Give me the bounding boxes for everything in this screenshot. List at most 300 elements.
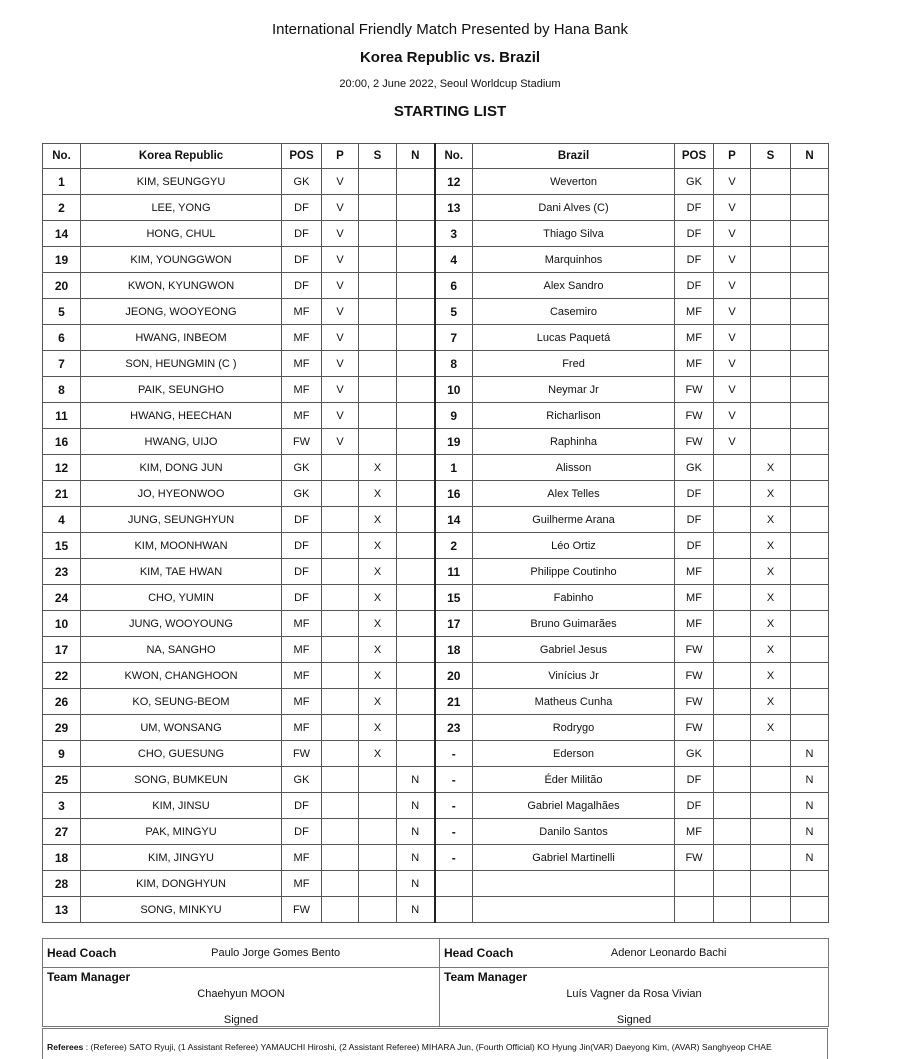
brazil-no-cell xyxy=(435,871,473,897)
brazil-no-cell: 6 xyxy=(435,273,473,299)
brazil-no-cell: - xyxy=(435,819,473,845)
brazil-n-cell xyxy=(791,585,829,611)
korea-s-cell xyxy=(359,273,397,299)
table-row xyxy=(43,741,829,767)
brazil-p-cell xyxy=(714,767,751,793)
korea-n-cell xyxy=(397,507,435,533)
brazil-p-cell xyxy=(714,663,751,689)
brazil-no-cell: 2 xyxy=(435,533,473,559)
korea-n-cell: N xyxy=(397,871,435,897)
korea-player-name: LEE, YONG xyxy=(81,195,282,221)
brazil-pos-cell: GK xyxy=(675,741,714,767)
korea-s-cell: X xyxy=(359,585,397,611)
brazil-no-cell: 15 xyxy=(435,585,473,611)
korea-n-cell xyxy=(397,455,435,481)
korea-pos-cell: MF xyxy=(282,377,322,403)
brazil-p-cell xyxy=(714,637,751,663)
korea-p-cell: V xyxy=(322,221,359,247)
korea-s-cell xyxy=(359,845,397,871)
brazil-s-cell xyxy=(751,741,791,767)
brazil-p-cell xyxy=(714,871,751,897)
brazil-n-cell xyxy=(791,169,829,195)
brazil-no-cell xyxy=(435,897,473,923)
korea-player-name: KIM, JINSU xyxy=(81,793,282,819)
korea-n-cell: N xyxy=(397,897,435,923)
brazil-n-cell xyxy=(791,689,829,715)
korea-player-name: PAK, MINGYU xyxy=(81,819,282,845)
table-row xyxy=(43,819,829,845)
korea-pos-cell: MF xyxy=(282,871,322,897)
brazil-player-name: Danilo Santos xyxy=(473,819,675,845)
korea-player-name: KIM, DONGHYUN xyxy=(81,871,282,897)
brazil-pos-cell: DF xyxy=(675,481,714,507)
brazil-player-name: Philippe Coutinho xyxy=(473,559,675,585)
table-row xyxy=(43,455,829,481)
brazil-p-cell: V xyxy=(714,351,751,377)
korea-n-cell xyxy=(397,273,435,299)
brazil-no-cell: 1 xyxy=(435,455,473,481)
brazil-pos-cell: MF xyxy=(675,611,714,637)
brazil-p-cell xyxy=(714,585,751,611)
brazil-n-header: N xyxy=(791,144,829,169)
brazil-player-name xyxy=(473,897,675,923)
brazil-no-cell: 3 xyxy=(435,221,473,247)
korea-s-cell: X xyxy=(359,507,397,533)
table-row xyxy=(43,767,829,793)
brazil-player-name: Fred xyxy=(473,351,675,377)
table-row xyxy=(43,559,829,585)
brazil-pos-cell: GK xyxy=(675,169,714,195)
brazil-pos-header: POS xyxy=(675,144,714,169)
korea-n-cell: N xyxy=(397,793,435,819)
table-row xyxy=(43,507,829,533)
brazil-no-cell: 9 xyxy=(435,403,473,429)
korea-p-cell: V xyxy=(322,377,359,403)
brazil-p-cell: V xyxy=(714,377,751,403)
korea-n-cell xyxy=(397,247,435,273)
korea-p-cell xyxy=(322,637,359,663)
brazil-player-name: Fabinho xyxy=(473,585,675,611)
korea-s-cell xyxy=(359,221,397,247)
korea-signed: Signed xyxy=(223,1014,259,1026)
brazil-no-cell: - xyxy=(435,767,473,793)
korea-s-cell xyxy=(359,169,397,195)
korea-no-cell: 27 xyxy=(43,819,81,845)
korea-n-cell xyxy=(397,533,435,559)
korea-pos-cell: GK xyxy=(282,455,322,481)
brazil-player-name: Gabriel Jesus xyxy=(473,637,675,663)
brazil-s-cell: X xyxy=(751,455,791,481)
brazil-p-cell: V xyxy=(714,221,751,247)
brazil-pos-cell: DF xyxy=(675,247,714,273)
head-coach-label: Head Coach xyxy=(444,946,514,960)
korea-pos-cell: DF xyxy=(282,585,322,611)
brazil-p-cell xyxy=(714,793,751,819)
table-row xyxy=(43,403,829,429)
brazil-s-cell xyxy=(751,195,791,221)
brazil-n-cell xyxy=(791,403,829,429)
brazil-n-cell xyxy=(791,663,829,689)
brazil-team-manager-cell xyxy=(440,968,829,1027)
brazil-n-cell xyxy=(791,455,829,481)
brazil-s-cell: X xyxy=(751,481,791,507)
brazil-n-cell: N xyxy=(791,793,829,819)
korea-player-name: SONG, MINKYU xyxy=(81,897,282,923)
brazil-player-name: Lucas Paquetá xyxy=(473,325,675,351)
korea-player-name: HWANG, HEECHAN xyxy=(81,403,282,429)
brazil-s-cell: X xyxy=(751,689,791,715)
korea-no-cell: 28 xyxy=(43,871,81,897)
korea-team-manager: Chaehyun MOON xyxy=(197,988,285,1000)
brazil-head-coach-cell xyxy=(440,939,829,968)
korea-n-cell xyxy=(397,741,435,767)
korea-p-cell xyxy=(322,507,359,533)
table-row xyxy=(43,637,829,663)
brazil-s-cell xyxy=(751,819,791,845)
korea-no-cell: 26 xyxy=(43,689,81,715)
brazil-pos-cell: FW xyxy=(675,689,714,715)
korea-no-cell: 10 xyxy=(43,611,81,637)
korea-no-cell: 1 xyxy=(43,169,81,195)
korea-player-name: KO, SEUNG-BEOM xyxy=(81,689,282,715)
korea-p-cell xyxy=(322,819,359,845)
brazil-p-cell: V xyxy=(714,429,751,455)
korea-n-cell xyxy=(397,689,435,715)
korea-no-cell: 5 xyxy=(43,299,81,325)
korea-p-cell xyxy=(322,585,359,611)
roster-body xyxy=(43,169,829,923)
brazil-player-name: Bruno Guimarães xyxy=(473,611,675,637)
brazil-no-header: No. xyxy=(435,144,473,169)
team-manager-row xyxy=(43,968,829,1027)
brazil-no-cell: - xyxy=(435,845,473,871)
head-coach-row xyxy=(43,939,829,968)
brazil-player-name xyxy=(473,871,675,897)
korea-no-cell: 23 xyxy=(43,559,81,585)
korea-p-cell xyxy=(322,689,359,715)
brazil-s-cell: X xyxy=(751,637,791,663)
brazil-p-cell xyxy=(714,689,751,715)
brazil-pos-cell: MF xyxy=(675,299,714,325)
table-row xyxy=(43,611,829,637)
korea-p-cell: V xyxy=(322,325,359,351)
starting-list-table xyxy=(42,143,829,923)
table-row xyxy=(43,221,829,247)
korea-player-name: JUNG, SEUNGHYUN xyxy=(81,507,282,533)
korea-n-cell xyxy=(397,325,435,351)
brazil-player-name: Gabriel Magalhães xyxy=(473,793,675,819)
korea-player-name: KIM, TAE HWAN xyxy=(81,559,282,585)
korea-p-cell: V xyxy=(322,247,359,273)
korea-p-cell xyxy=(322,845,359,871)
korea-player-name: KIM, YOUNGGWON xyxy=(81,247,282,273)
brazil-no-cell: 4 xyxy=(435,247,473,273)
table-row xyxy=(43,377,829,403)
brazil-p-cell xyxy=(714,533,751,559)
korea-no-cell: 3 xyxy=(43,793,81,819)
brazil-p-cell xyxy=(714,611,751,637)
brazil-n-cell: N xyxy=(791,819,829,845)
korea-s-cell xyxy=(359,793,397,819)
korea-n-cell xyxy=(397,715,435,741)
korea-n-cell xyxy=(397,481,435,507)
brazil-p-cell xyxy=(714,507,751,533)
brazil-pos-cell: MF xyxy=(675,585,714,611)
korea-p-cell: V xyxy=(322,403,359,429)
brazil-no-cell: 23 xyxy=(435,715,473,741)
brazil-pos-cell: FW xyxy=(675,637,714,663)
korea-pos-cell: DF xyxy=(282,247,322,273)
korea-player-name: CHO, GUESUNG xyxy=(81,741,282,767)
korea-pos-cell: FW xyxy=(282,897,322,923)
brazil-no-cell: 7 xyxy=(435,325,473,351)
brazil-n-cell xyxy=(791,325,829,351)
korea-s-cell xyxy=(359,325,397,351)
korea-no-cell: 4 xyxy=(43,507,81,533)
brazil-pos-cell: GK xyxy=(675,455,714,481)
brazil-n-cell xyxy=(791,533,829,559)
korea-no-cell: 6 xyxy=(43,325,81,351)
table-row xyxy=(43,247,829,273)
korea-n-cell xyxy=(397,559,435,585)
brazil-p-cell xyxy=(714,819,751,845)
korea-n-cell xyxy=(397,611,435,637)
brazil-head-coach: Adenor Leonardo Bachi xyxy=(610,947,727,959)
brazil-pos-cell: DF xyxy=(675,507,714,533)
brazil-s-cell xyxy=(751,273,791,299)
korea-no-cell: 7 xyxy=(43,351,81,377)
brazil-pos-cell: FW xyxy=(675,663,714,689)
brazil-n-cell xyxy=(791,377,829,403)
brazil-no-cell: 17 xyxy=(435,611,473,637)
korea-p-cell: V xyxy=(322,299,359,325)
brazil-player-name: Thiago Silva xyxy=(473,221,675,247)
korea-pos-cell: DF xyxy=(282,273,322,299)
korea-p-cell xyxy=(322,871,359,897)
table-row xyxy=(43,299,829,325)
table-row xyxy=(43,871,829,897)
korea-no-cell: 22 xyxy=(43,663,81,689)
korea-n-cell: N xyxy=(397,845,435,871)
brazil-pos-cell: MF xyxy=(675,325,714,351)
brazil-pos-cell: DF xyxy=(675,767,714,793)
korea-n-cell xyxy=(397,169,435,195)
korea-n-cell xyxy=(397,663,435,689)
korea-s-cell: X xyxy=(359,559,397,585)
brazil-n-cell xyxy=(791,715,829,741)
brazil-s-cell: X xyxy=(751,663,791,689)
staff-table xyxy=(42,938,829,1027)
brazil-no-cell: 10 xyxy=(435,377,473,403)
korea-pos-cell: MF xyxy=(282,663,322,689)
brazil-s-cell: X xyxy=(751,611,791,637)
brazil-pos-cell: DF xyxy=(675,533,714,559)
korea-no-cell: 29 xyxy=(43,715,81,741)
brazil-s-cell xyxy=(751,871,791,897)
table-row xyxy=(43,273,829,299)
brazil-pos-cell: FW xyxy=(675,715,714,741)
korea-player-name: SONG, BUMKEUN xyxy=(81,767,282,793)
brazil-player-name: Rodrygo xyxy=(473,715,675,741)
korea-n-cell xyxy=(397,637,435,663)
korea-s-cell xyxy=(359,351,397,377)
korea-player-name: UM, WONSANG xyxy=(81,715,282,741)
korea-pos-header: POS xyxy=(282,144,322,169)
brazil-signed: Signed xyxy=(616,1014,652,1026)
korea-player-name: KIM, MOONHWAN xyxy=(81,533,282,559)
brazil-pos-cell xyxy=(675,871,714,897)
korea-player-name: JUNG, WOOYOUNG xyxy=(81,611,282,637)
table-header-row xyxy=(43,144,829,169)
korea-pos-cell: MF xyxy=(282,351,322,377)
korea-no-cell: 24 xyxy=(43,585,81,611)
brazil-s-cell xyxy=(751,897,791,923)
korea-s-cell xyxy=(359,897,397,923)
korea-s-cell xyxy=(359,247,397,273)
korea-no-header: No. xyxy=(43,144,81,169)
brazil-n-cell xyxy=(791,559,829,585)
korea-s-cell: X xyxy=(359,455,397,481)
korea-head-coach: Paulo Jorge Gomes Bento xyxy=(211,947,341,959)
brazil-p-cell xyxy=(714,455,751,481)
table-row xyxy=(43,195,829,221)
korea-pos-cell: GK xyxy=(282,169,322,195)
brazil-s-cell xyxy=(751,429,791,455)
korea-s-cell xyxy=(359,429,397,455)
brazil-s-cell xyxy=(751,221,791,247)
korea-no-cell: 19 xyxy=(43,247,81,273)
table-row xyxy=(43,481,829,507)
team-manager-label: Team Manager xyxy=(47,970,131,984)
brazil-n-cell: N xyxy=(791,767,829,793)
brazil-p-cell xyxy=(714,845,751,871)
brazil-p-cell: V xyxy=(714,299,751,325)
brazil-n-cell xyxy=(791,481,829,507)
table-row xyxy=(43,715,829,741)
brazil-p-cell: V xyxy=(714,325,751,351)
brazil-n-cell xyxy=(791,221,829,247)
brazil-player-name: Richarlison xyxy=(473,403,675,429)
brazil-no-cell: 13 xyxy=(435,195,473,221)
brazil-s-cell xyxy=(751,169,791,195)
korea-pos-cell: MF xyxy=(282,845,322,871)
table-row xyxy=(43,845,829,871)
brazil-n-cell xyxy=(791,897,829,923)
korea-pos-cell: DF xyxy=(282,507,322,533)
korea-s-cell xyxy=(359,767,397,793)
brazil-player-name: Léo Ortiz xyxy=(473,533,675,559)
korea-pos-cell: MF xyxy=(282,325,322,351)
korea-s-cell xyxy=(359,377,397,403)
brazil-s-cell xyxy=(751,845,791,871)
brazil-s-cell: X xyxy=(751,533,791,559)
brazil-p-cell xyxy=(714,559,751,585)
brazil-p-cell: V xyxy=(714,247,751,273)
korea-player-name: JEONG, WOOYEONG xyxy=(81,299,282,325)
korea-no-cell: 12 xyxy=(43,455,81,481)
table-row xyxy=(43,429,829,455)
korea-p-cell xyxy=(322,741,359,767)
brazil-player-name: Casemiro xyxy=(473,299,675,325)
korea-p-cell: V xyxy=(322,195,359,221)
brazil-pos-cell: DF xyxy=(675,221,714,247)
korea-no-cell: 18 xyxy=(43,845,81,871)
korea-p-cell: V xyxy=(322,273,359,299)
brazil-n-cell xyxy=(791,611,829,637)
brazil-p-cell: V xyxy=(714,403,751,429)
brazil-n-cell xyxy=(791,351,829,377)
korea-pos-cell: MF xyxy=(282,299,322,325)
korea-player-name: HONG, CHUL xyxy=(81,221,282,247)
korea-p-cell xyxy=(322,559,359,585)
korea-pos-cell: MF xyxy=(282,611,322,637)
brazil-player-name: Vinícius Jr xyxy=(473,663,675,689)
brazil-no-cell: 21 xyxy=(435,689,473,715)
korea-player-name: CHO, YUMIN xyxy=(81,585,282,611)
brazil-pos-cell: MF xyxy=(675,819,714,845)
brazil-player-name: Éder Militão xyxy=(473,767,675,793)
head-coach-label: Head Coach xyxy=(47,946,117,960)
brazil-n-cell xyxy=(791,195,829,221)
event-title: International Friendly Match Presented by Hana Bank xyxy=(271,21,629,38)
korea-s-cell: X xyxy=(359,611,397,637)
brazil-pos-cell: FW xyxy=(675,845,714,871)
korea-s-cell xyxy=(359,819,397,845)
brazil-no-cell: 8 xyxy=(435,351,473,377)
table-row xyxy=(43,689,829,715)
korea-player-name: KWON, CHANGHOON xyxy=(81,663,282,689)
brazil-no-cell: - xyxy=(435,741,473,767)
korea-s-cell: X xyxy=(359,715,397,741)
korea-no-cell: 9 xyxy=(43,741,81,767)
korea-s-cell: X xyxy=(359,741,397,767)
brazil-no-cell: 20 xyxy=(435,663,473,689)
brazil-player-name: Weverton xyxy=(473,169,675,195)
brazil-n-cell xyxy=(791,507,829,533)
korea-pos-cell: FW xyxy=(282,741,322,767)
brazil-no-cell: 18 xyxy=(435,637,473,663)
brazil-n-cell xyxy=(791,299,829,325)
korea-p-header: P xyxy=(322,144,359,169)
brazil-pos-cell xyxy=(675,897,714,923)
brazil-p-cell: V xyxy=(714,195,751,221)
brazil-s-header: S xyxy=(751,144,791,169)
table-row xyxy=(43,169,829,195)
korea-n-cell xyxy=(397,351,435,377)
korea-pos-cell: GK xyxy=(282,767,322,793)
korea-player-name: NA, SANGHO xyxy=(81,637,282,663)
table-row xyxy=(43,585,829,611)
korea-s-cell: X xyxy=(359,689,397,715)
document-heading: STARTING LIST xyxy=(393,103,507,120)
korea-no-cell: 14 xyxy=(43,221,81,247)
korea-s-cell: X xyxy=(359,637,397,663)
brazil-pos-cell: DF xyxy=(675,195,714,221)
brazil-n-cell: N xyxy=(791,741,829,767)
korea-no-cell: 16 xyxy=(43,429,81,455)
korea-pos-cell: GK xyxy=(282,481,322,507)
brazil-pos-cell: FW xyxy=(675,403,714,429)
brazil-pos-cell: FW xyxy=(675,377,714,403)
brazil-s-cell: X xyxy=(751,507,791,533)
brazil-s-cell: X xyxy=(751,559,791,585)
brazil-team-header: Brazil xyxy=(473,144,675,169)
brazil-no-cell: 11 xyxy=(435,559,473,585)
brazil-no-cell: - xyxy=(435,793,473,819)
brazil-p-cell xyxy=(714,741,751,767)
korea-no-cell: 11 xyxy=(43,403,81,429)
korea-s-cell xyxy=(359,871,397,897)
